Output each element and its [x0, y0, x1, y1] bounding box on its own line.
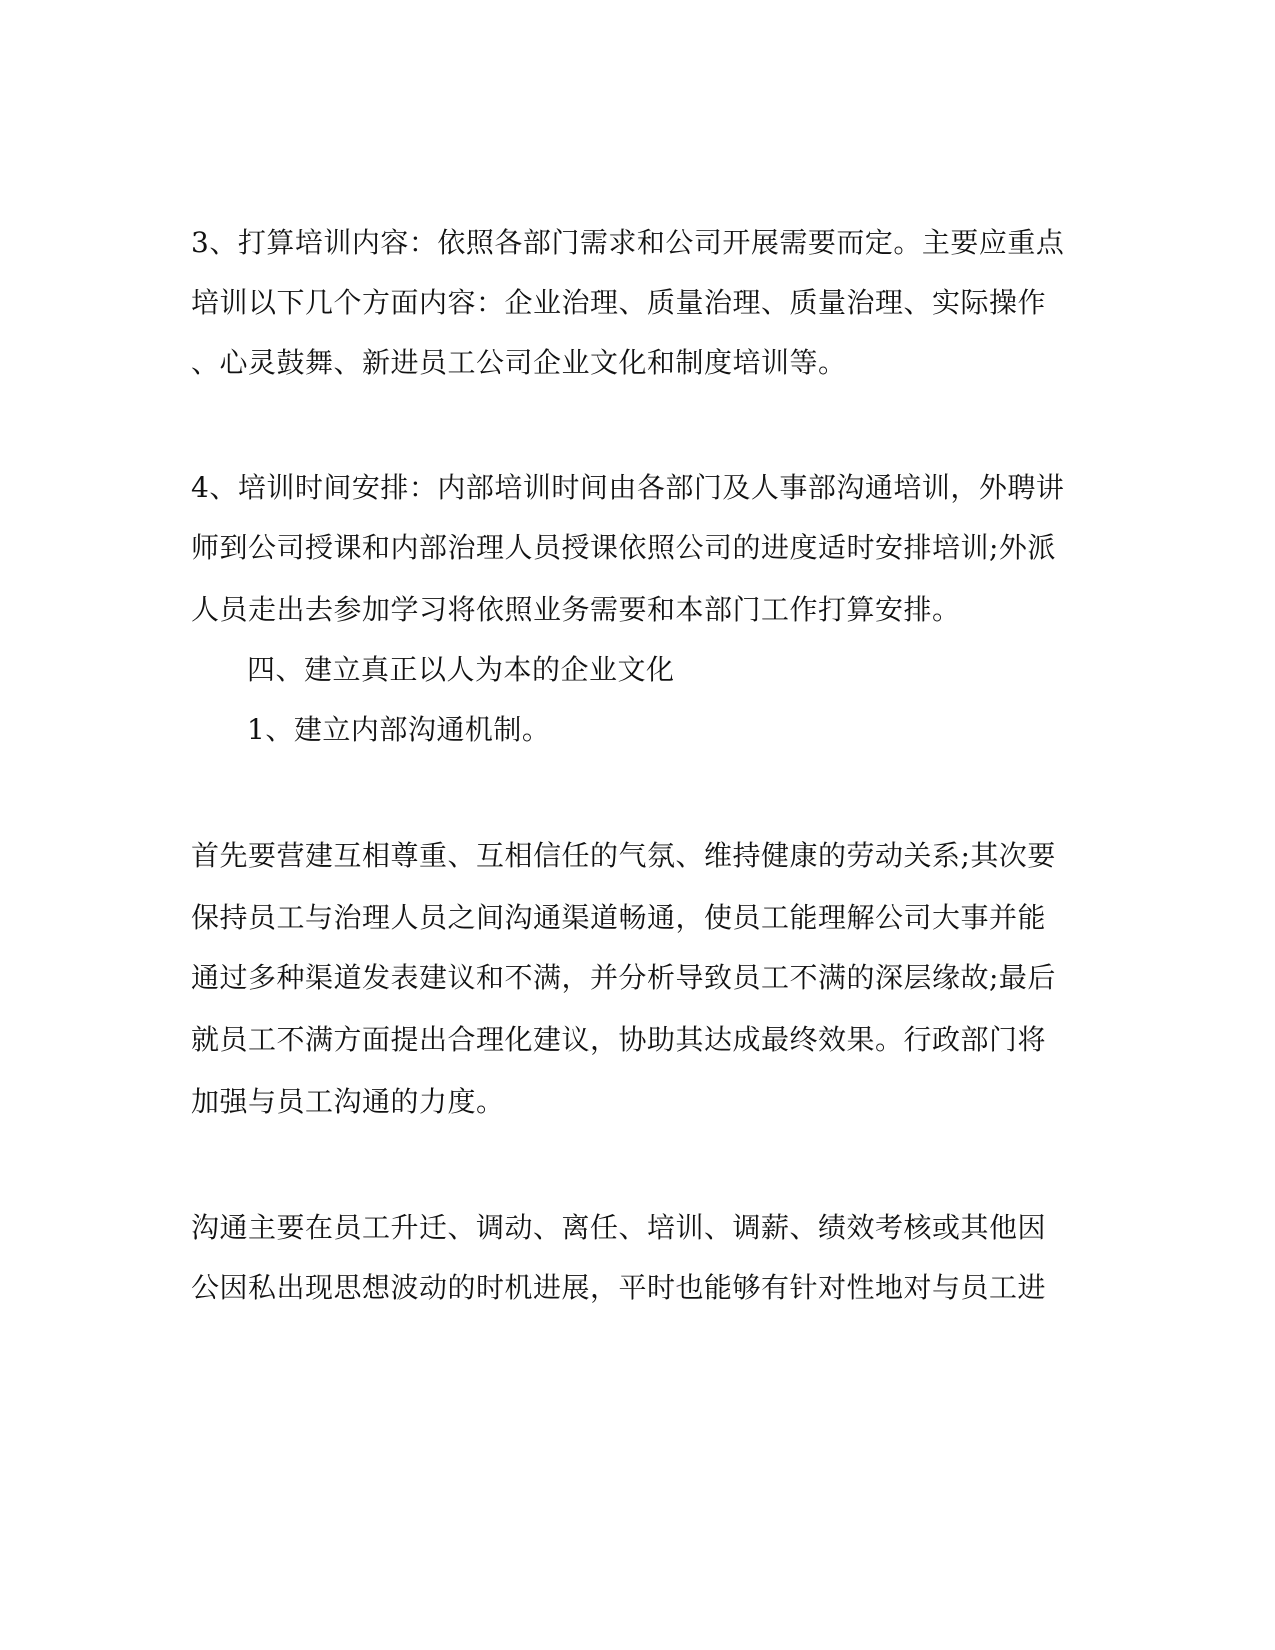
paragraph-4-line-1: 4、培训时间安排：内部培训时间由各部门及人事部沟通培训，外聘讲: [191, 471, 1065, 504]
paragraph-5-line-4: 就员工不满方面提出合理化建议，协助其达成最终效果。行政部门将: [191, 1023, 1047, 1056]
paragraph-5-line-2: 保持员工与治理人员之间沟通渠道畅通，使员工能理解公司大事并能: [191, 901, 1047, 934]
paragraph-6-line-1: 沟通主要在员工升迁、调动、离任、培训、调薪、绩效考核或其他因: [191, 1211, 1047, 1244]
section-heading: 四、建立真正以人为本的企业文化: [247, 653, 675, 686]
paragraph-4-line-2: 师到公司授课和内部治理人员授课依照公司的进度适时安排培训;外派: [191, 531, 1056, 564]
paragraph-5-line-3: 通过多种渠道发表建议和不满，并分析导致员工不满的深层缘故;最后: [191, 961, 1056, 994]
paragraph-3-line-1: 3、打算培训内容：依照各部门需求和公司开展需要而定。主要应重点: [191, 226, 1065, 259]
paragraph-3-line-2: 培训以下几个方面内容：企业治理、质量治理、质量治理、实际操作: [191, 286, 1047, 319]
paragraph-5-line-5: 加强与员工沟通的力度。: [191, 1085, 505, 1118]
paragraph-5-line-1: 首先要营建互相尊重、互相信任的气氛、维持健康的劳动关系;其次要: [191, 839, 1056, 872]
paragraph-4-line-3: 人员走出去参加学习将依照业务需要和本部门工作打算安排。: [191, 593, 961, 626]
subsection-heading: 1、建立内部沟通机制。: [247, 713, 551, 746]
paragraph-3-line-3: 、心灵鼓舞、新进员工公司企业文化和制度培训等。: [191, 346, 847, 379]
paragraph-6-line-2: 公因私出现思想波动的时机进展，平时也能够有针对性地对与员工进: [191, 1271, 1047, 1304]
